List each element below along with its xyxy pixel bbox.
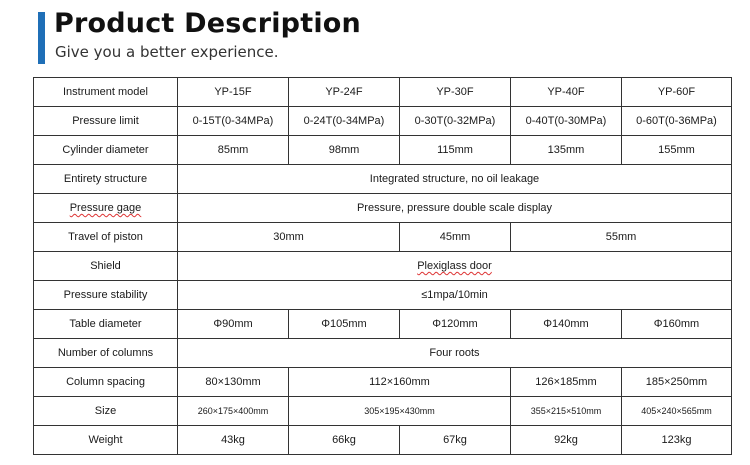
table-row-table-diameter	[34, 310, 732, 339]
cell-pressure-gage: Pressure, pressure double scale display	[178, 194, 732, 223]
cell-weight-5: 123kg	[622, 426, 732, 455]
cell-model-2: YP-24F	[289, 78, 400, 107]
row-label: Pressure stability	[34, 281, 178, 310]
spec-table	[33, 77, 732, 455]
table-row-size	[34, 397, 732, 426]
cell-table-diameter-1: Φ90mm	[178, 310, 289, 339]
cell-column-spacing-3: 126×185mm	[511, 368, 622, 397]
table-row-column-spacing	[34, 368, 732, 397]
cell-table-diameter-2: Φ105mm	[289, 310, 400, 339]
table-row-pressure-stability	[34, 281, 732, 310]
row-label: Instrument model	[34, 78, 178, 107]
cell-cylinder-diameter-3: 115mm	[400, 136, 511, 165]
cell-shield-text: Plexiglass door	[417, 260, 492, 272]
row-label-text: Pressure gage	[69, 202, 142, 214]
row-label: Column spacing	[34, 368, 178, 397]
cell-pressure-limit-1: 0-15T(0-34MPa)	[178, 107, 289, 136]
cell-column-spacing-1: 80×130mm	[178, 368, 289, 397]
row-label	[34, 194, 178, 223]
table-row-pressure-gage	[34, 194, 732, 223]
page-title: Product Description	[54, 8, 361, 39]
cell-column-spacing-2: 112×160mm	[289, 368, 511, 397]
cell-size-2: 305×195×430mm	[289, 397, 511, 426]
table-row-weight	[34, 426, 732, 455]
cell-model-4: YP-40F	[511, 78, 622, 107]
cell-travel-of-piston-2: 45mm	[400, 223, 511, 252]
table-row-model	[34, 78, 732, 107]
table-row-shield	[34, 252, 732, 281]
cell-entirety-structure: Integrated structure, no oil leakage	[178, 165, 732, 194]
cell-pressure-limit-4: 0-40T(0-30MPa)	[511, 107, 622, 136]
cell-table-diameter-3: Φ120mm	[400, 310, 511, 339]
cell-pressure-limit-2: 0-24T(0-34MPa)	[289, 107, 400, 136]
cell-travel-of-piston-3: 55mm	[511, 223, 732, 252]
row-label: Table diameter	[34, 310, 178, 339]
cell-cylinder-diameter-2: 98mm	[289, 136, 400, 165]
row-label: Travel of piston	[34, 223, 178, 252]
page-subtitle: Give you a better experience.	[55, 43, 279, 61]
cell-table-diameter-5: Φ160mm	[622, 310, 732, 339]
cell-model-1: YP-15F	[178, 78, 289, 107]
cell-table-diameter-4: Φ140mm	[511, 310, 622, 339]
cell-weight-4: 92kg	[511, 426, 622, 455]
cell-pressure-limit-5: 0-60T(0-36MPa)	[622, 107, 732, 136]
cell-shield	[178, 252, 732, 281]
cell-weight-1: 43kg	[178, 426, 289, 455]
header	[38, 10, 738, 66]
table-row-number-of-columns	[34, 339, 732, 368]
row-label: Pressure limit	[34, 107, 178, 136]
row-label: Shield	[34, 252, 178, 281]
cell-weight-3: 67kg	[400, 426, 511, 455]
cell-size-4: 405×240×565mm	[622, 397, 732, 426]
cell-model-5: YP-60F	[622, 78, 732, 107]
row-label: Size	[34, 397, 178, 426]
cell-cylinder-diameter-5: 155mm	[622, 136, 732, 165]
cell-model-3: YP-30F	[400, 78, 511, 107]
cell-pressure-limit-3: 0-30T(0-32MPa)	[400, 107, 511, 136]
cell-number-of-columns: Four roots	[178, 339, 732, 368]
accent-bar	[38, 12, 45, 64]
row-label: Number of columns	[34, 339, 178, 368]
row-label: Cylinder diameter	[34, 136, 178, 165]
cell-size-3: 355×215×510mm	[511, 397, 622, 426]
table-row-entirety-structure	[34, 165, 732, 194]
cell-cylinder-diameter-4: 135mm	[511, 136, 622, 165]
table-row-cylinder-diameter	[34, 136, 732, 165]
cell-cylinder-diameter-1: 85mm	[178, 136, 289, 165]
table-row-travel-of-piston	[34, 223, 732, 252]
cell-size-1: 260×175×400mm	[178, 397, 289, 426]
cell-pressure-stability: ≤1mpa/10min	[178, 281, 732, 310]
cell-weight-2: 66kg	[289, 426, 400, 455]
cell-travel-of-piston-1: 30mm	[178, 223, 400, 252]
cell-column-spacing-4: 185×250mm	[622, 368, 732, 397]
row-label: Weight	[34, 426, 178, 455]
row-label: Entirety structure	[34, 165, 178, 194]
table-row-pressure-limit	[34, 107, 732, 136]
